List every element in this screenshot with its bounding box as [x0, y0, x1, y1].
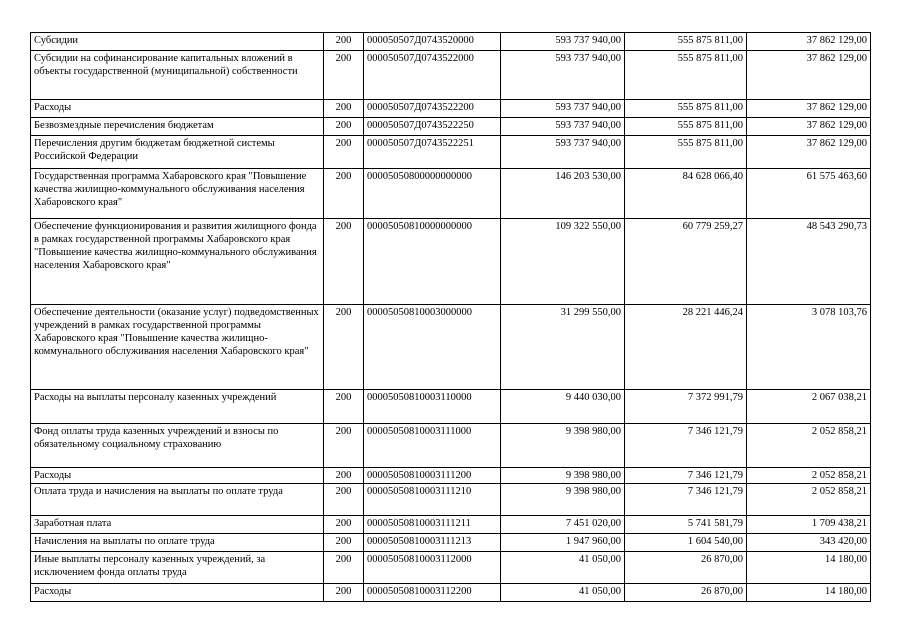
row-admin-code: 200 [324, 136, 364, 169]
row-approved-amount: 31 299 550,00 [501, 305, 625, 390]
row-executed-amount: 7 372 991,79 [625, 390, 747, 424]
row-unexecuted-amount: 2 052 858,21 [747, 484, 871, 516]
row-executed-amount: 26 870,00 [625, 584, 747, 602]
row-executed-amount: 5 741 581,79 [625, 516, 747, 534]
row-executed-amount: 555 875 811,00 [625, 118, 747, 136]
row-unexecuted-amount: 14 180,00 [747, 584, 871, 602]
row-approved-amount: 593 737 940,00 [501, 100, 625, 118]
row-name: Безвозмездные перечисления бюджетам [31, 118, 324, 136]
row-executed-amount: 7 346 121,79 [625, 424, 747, 468]
row-admin-code: 200 [324, 424, 364, 468]
row-executed-amount: 555 875 811,00 [625, 33, 747, 51]
row-executed-amount: 84 628 066,40 [625, 169, 747, 219]
table-row [31, 219, 871, 305]
row-approved-amount: 9 440 030,00 [501, 390, 625, 424]
table-row [31, 584, 871, 602]
row-admin-code: 200 [324, 100, 364, 118]
row-approved-amount: 9 398 980,00 [501, 484, 625, 516]
row-admin-code: 200 [324, 305, 364, 390]
row-name: Расходы [31, 100, 324, 118]
row-unexecuted-amount: 37 862 129,00 [747, 136, 871, 169]
row-approved-amount: 593 737 940,00 [501, 118, 625, 136]
row-admin-code: 200 [324, 584, 364, 602]
table-row [31, 100, 871, 118]
row-executed-amount: 28 221 446,24 [625, 305, 747, 390]
budget-table-body [31, 33, 871, 602]
row-classification-code: 000050507Д0743520000 [364, 33, 501, 51]
row-classification-code: 000050507Д0743522000 [364, 51, 501, 100]
row-unexecuted-amount: 1 709 438,21 [747, 516, 871, 534]
row-classification-code: 00005050810003000000 [364, 305, 501, 390]
row-name: Перечисления другим бюджетам бюджетной системы Российской Федерации [31, 136, 324, 169]
row-executed-amount: 60 779 259,27 [625, 219, 747, 305]
row-classification-code: 00005050810000000000 [364, 219, 501, 305]
row-executed-amount: 26 870,00 [625, 552, 747, 584]
table-row [31, 534, 871, 552]
row-admin-code: 200 [324, 534, 364, 552]
row-name: Иные выплаты персоналу казенных учреждений, за исключением фонда оплаты труда [31, 552, 324, 584]
row-unexecuted-amount: 37 862 129,00 [747, 51, 871, 100]
row-unexecuted-amount: 14 180,00 [747, 552, 871, 584]
table-row [31, 136, 871, 169]
row-classification-code: 00005050810003112200 [364, 584, 501, 602]
row-classification-code: 00005050810003112000 [364, 552, 501, 584]
row-approved-amount: 7 451 020,00 [501, 516, 625, 534]
row-approved-amount: 593 737 940,00 [501, 51, 625, 100]
row-admin-code: 200 [324, 169, 364, 219]
row-approved-amount: 9 398 980,00 [501, 468, 625, 484]
row-admin-code: 200 [324, 516, 364, 534]
row-name: Расходы на выплаты персоналу казенных учреждений [31, 390, 324, 424]
row-admin-code: 200 [324, 552, 364, 584]
row-admin-code: 200 [324, 118, 364, 136]
table-row [31, 552, 871, 584]
row-executed-amount: 555 875 811,00 [625, 136, 747, 169]
row-name: Обеспечение функционирования и развития жилищного фонда в рамках государственной программы Хабаровского края "Повышение качества жилищно-коммунального обслуживания населения Хабаровского края" [31, 219, 324, 305]
row-admin-code: 200 [324, 390, 364, 424]
row-unexecuted-amount: 37 862 129,00 [747, 118, 871, 136]
row-admin-code: 200 [324, 219, 364, 305]
row-name: Оплата труда и начисления на выплаты по оплате труда [31, 484, 324, 516]
table-row [31, 468, 871, 484]
row-approved-amount: 1 947 960,00 [501, 534, 625, 552]
row-approved-amount: 146 203 530,00 [501, 169, 625, 219]
row-name: Субсидии на софинансирование капитальных вложений в объекты государственной (муниципальной) собственности [31, 51, 324, 100]
row-name: Субсидии [31, 33, 324, 51]
row-classification-code: 00005050810003110000 [364, 390, 501, 424]
row-approved-amount: 41 050,00 [501, 552, 625, 584]
row-classification-code: 00005050810003111213 [364, 534, 501, 552]
row-executed-amount: 555 875 811,00 [625, 51, 747, 100]
row-unexecuted-amount: 3 078 103,76 [747, 305, 871, 390]
table-row [31, 390, 871, 424]
row-executed-amount: 7 346 121,79 [625, 468, 747, 484]
table-row [31, 33, 871, 51]
table-row [31, 484, 871, 516]
row-name: Заработная плата [31, 516, 324, 534]
row-unexecuted-amount: 37 862 129,00 [747, 100, 871, 118]
row-unexecuted-amount: 37 862 129,00 [747, 33, 871, 51]
table-row [31, 516, 871, 534]
row-executed-amount: 7 346 121,79 [625, 484, 747, 516]
row-approved-amount: 9 398 980,00 [501, 424, 625, 468]
row-unexecuted-amount: 61 575 463,60 [747, 169, 871, 219]
row-name: Расходы [31, 584, 324, 602]
row-unexecuted-amount: 2 052 858,21 [747, 468, 871, 484]
table-row [31, 169, 871, 219]
row-classification-code: 000050507Д0743522200 [364, 100, 501, 118]
row-admin-code: 200 [324, 33, 364, 51]
row-name: Фонд оплаты труда казенных учреждений и взносы по обязательному социальному страхованию [31, 424, 324, 468]
row-classification-code: 00005050800000000000 [364, 169, 501, 219]
row-unexecuted-amount: 48 543 290,73 [747, 219, 871, 305]
row-classification-code: 00005050810003111210 [364, 484, 501, 516]
row-name: Расходы [31, 468, 324, 484]
row-approved-amount: 593 737 940,00 [501, 136, 625, 169]
table-row [31, 51, 871, 100]
row-classification-code: 00005050810003111211 [364, 516, 501, 534]
row-admin-code: 200 [324, 468, 364, 484]
row-name: Обеспечение деятельности (оказание услуг) подведомственных учреждений в рамках государственной программы Хабаровского края "Повышение качества жилищно-коммунального обслуживания населения Хабаровского края" [31, 305, 324, 390]
row-name: Начисления на выплаты по оплате труда [31, 534, 324, 552]
row-classification-code: 00005050810003111200 [364, 468, 501, 484]
row-classification-code: 000050507Д0743522251 [364, 136, 501, 169]
row-executed-amount: 1 604 540,00 [625, 534, 747, 552]
row-executed-amount: 555 875 811,00 [625, 100, 747, 118]
row-classification-code: 000050507Д0743522250 [364, 118, 501, 136]
row-unexecuted-amount: 2 052 858,21 [747, 424, 871, 468]
row-unexecuted-amount: 343 420,00 [747, 534, 871, 552]
row-admin-code: 200 [324, 484, 364, 516]
table-row [31, 424, 871, 468]
budget-execution-table [30, 32, 871, 602]
row-name: Государственная программа Хабаровского края "Повышение качества жилищно-коммунального обслуживания населения Хабаровского края" [31, 169, 324, 219]
row-classification-code: 00005050810003111000 [364, 424, 501, 468]
row-approved-amount: 109 322 550,00 [501, 219, 625, 305]
table-row [31, 118, 871, 136]
table-row [31, 305, 871, 390]
row-admin-code: 200 [324, 51, 364, 100]
row-unexecuted-amount: 2 067 038,21 [747, 390, 871, 424]
row-approved-amount: 593 737 940,00 [501, 33, 625, 51]
row-approved-amount: 41 050,00 [501, 584, 625, 602]
